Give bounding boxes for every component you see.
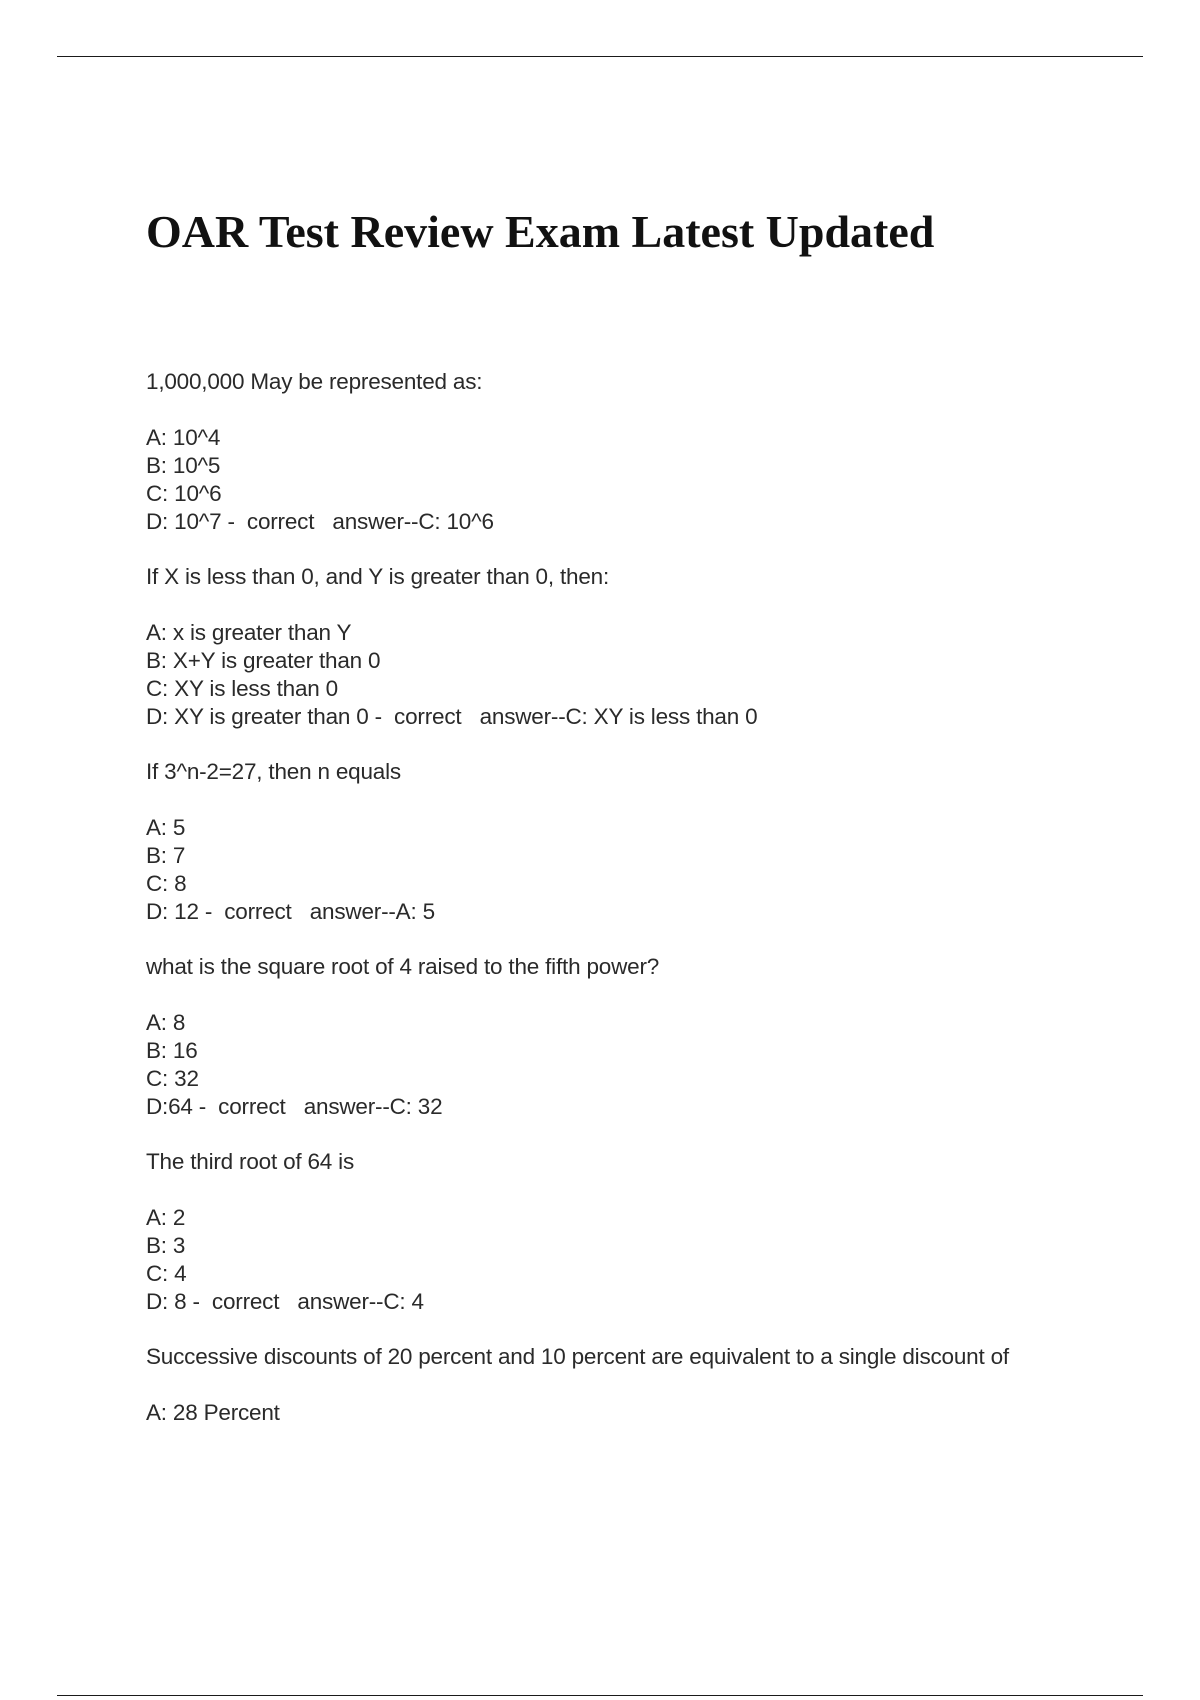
option-d — [146, 508, 1146, 536]
option-b: B: 3 — [146, 1233, 186, 1258]
correct-answer: - correct answer--A: 5 — [198, 899, 435, 924]
option-d — [146, 703, 1146, 731]
question-text: The third root of 64 is — [146, 1149, 355, 1174]
option-a: A: x is greater than Y — [146, 620, 352, 645]
option-d-label: D: XY is greater than 0 — [146, 704, 369, 729]
option-b: B: 7 — [146, 843, 186, 868]
option-a: A: 5 — [146, 815, 186, 840]
question-text: If X is less than 0, and Y is greater than 0, then: — [146, 564, 610, 589]
bottom-rule — [57, 1695, 1143, 1696]
option-c: C: 4 — [146, 1261, 187, 1286]
correct-answer: - correct answer--C: XY is less than 0 — [368, 704, 758, 729]
question-block — [146, 758, 1146, 926]
question-text: If 3^n-2=27, then n equals — [146, 759, 401, 784]
option-a: A: 28 Percent — [146, 1400, 280, 1425]
option-a: A: 8 — [146, 1010, 186, 1035]
option-d — [146, 898, 1146, 926]
option-list — [146, 814, 1146, 926]
question-block — [146, 368, 1146, 536]
option-c: C: XY is less than 0 — [146, 676, 338, 701]
document-title: OAR Test Review Exam Latest Updated — [146, 206, 935, 257]
option-c: C: 32 — [146, 1066, 199, 1091]
option-b: B: X+Y is greater than 0 — [146, 648, 381, 673]
option-d-label: D: 10^7 — [146, 509, 222, 534]
question-text: what is the square root of 4 raised to the fifth power? — [146, 954, 660, 979]
option-list — [146, 1009, 1146, 1121]
option-a: A: 2 — [146, 1205, 186, 1230]
question-block — [146, 953, 1146, 1121]
option-d — [146, 1288, 1146, 1316]
correct-answer: - correct answer--C: 32 — [192, 1094, 443, 1119]
question-text: Successive discounts of 20 percent and 10 percent are equivalent to a single discount of — [146, 1344, 1009, 1369]
option-list — [146, 424, 1146, 536]
question-list — [146, 368, 1146, 1454]
option-d — [146, 1093, 1146, 1121]
question-text: 1,000,000 May be represented as: — [146, 369, 483, 394]
option-list — [146, 619, 1146, 731]
option-a: A: 10^4 — [146, 425, 221, 450]
option-list — [146, 1204, 1146, 1316]
question-block — [146, 1343, 1146, 1427]
correct-answer: - correct answer--C: 10^6 — [221, 509, 494, 534]
option-d-label: D: 8 — [146, 1289, 187, 1314]
question-block — [146, 1148, 1146, 1316]
option-c: C: 8 — [146, 871, 187, 896]
option-b: B: 10^5 — [146, 453, 221, 478]
question-block — [146, 563, 1146, 731]
option-c: C: 10^6 — [146, 481, 222, 506]
top-rule — [57, 56, 1143, 57]
correct-answer: - correct answer--C: 4 — [186, 1289, 424, 1314]
option-list — [146, 1399, 1146, 1427]
option-d-label: D:64 — [146, 1094, 193, 1119]
option-d-label: D: 12 — [146, 899, 199, 924]
option-b: B: 16 — [146, 1038, 198, 1063]
